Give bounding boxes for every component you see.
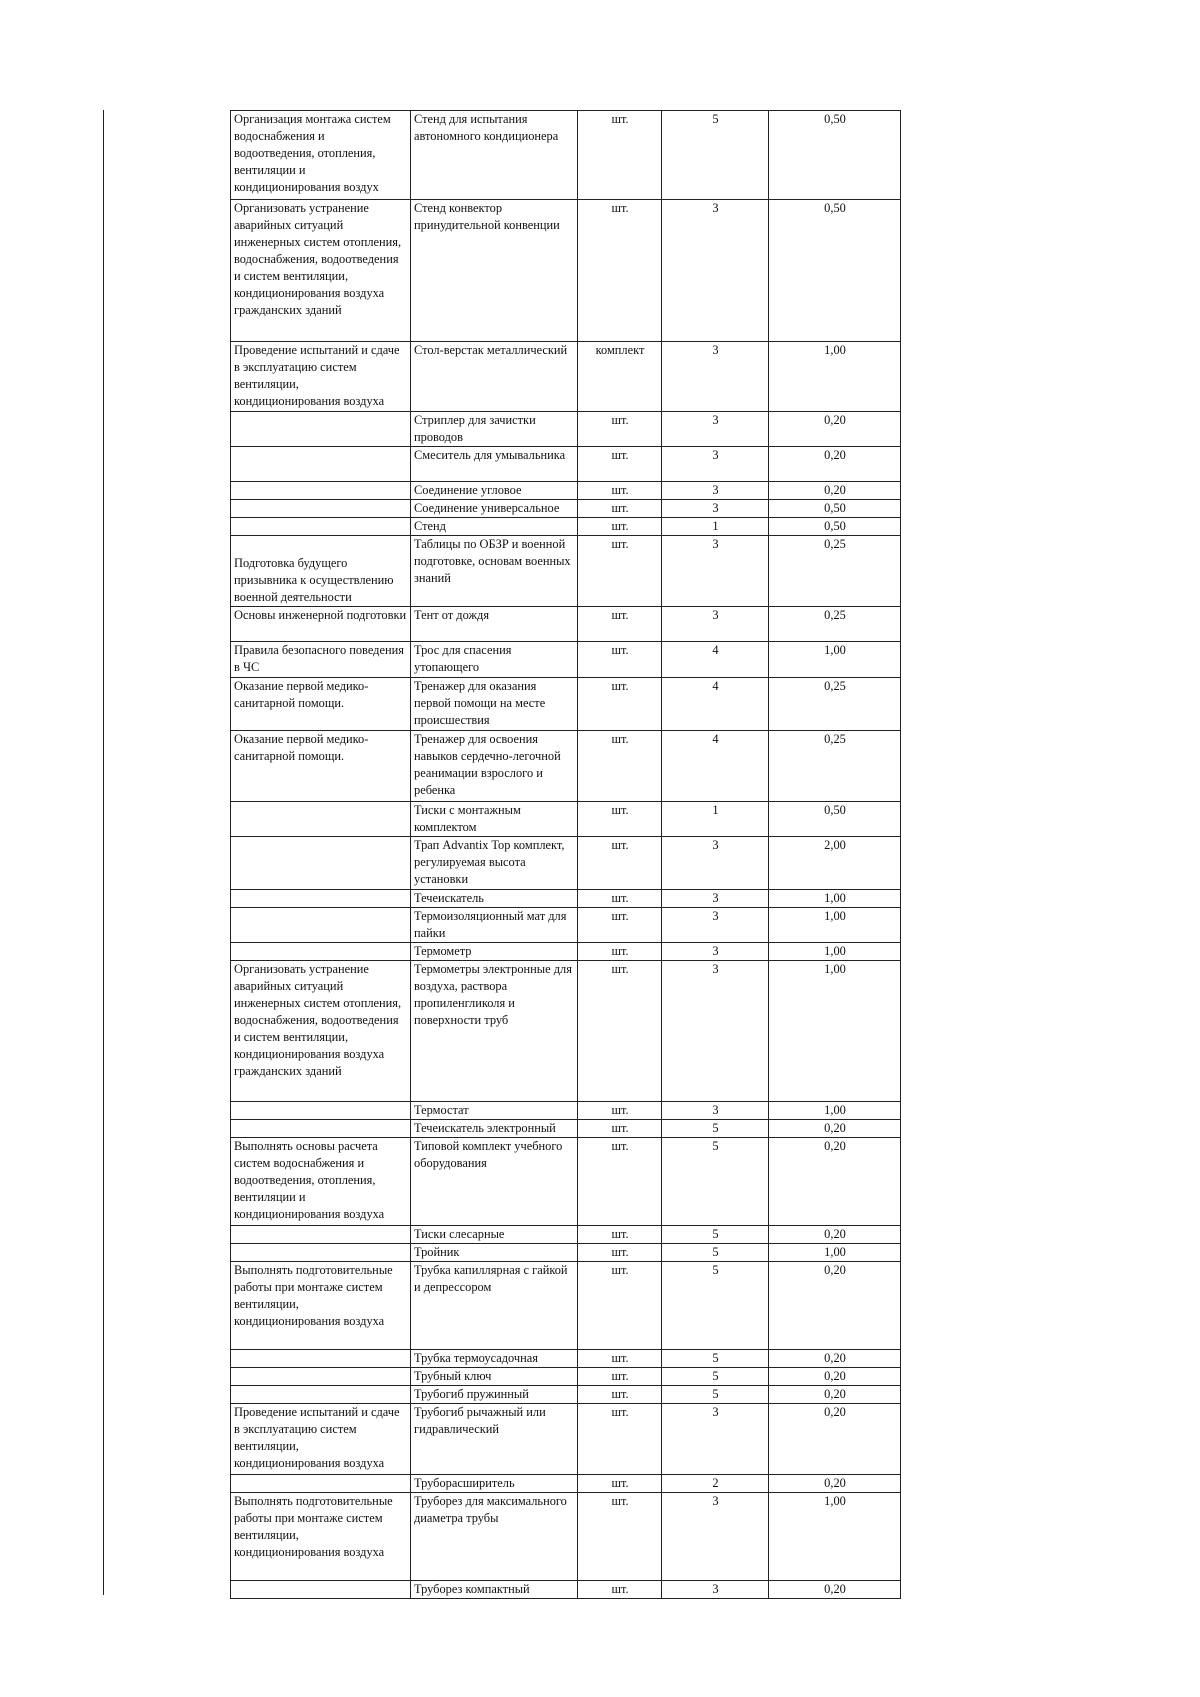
quantity-cell: 3 — [662, 482, 769, 500]
quantity-cell: 5 — [662, 1386, 769, 1404]
item-name-cell: Тройник — [411, 1244, 578, 1262]
quantity-cell: 3 — [662, 342, 769, 412]
unit-cell: шт. — [578, 961, 662, 1102]
item-name-cell: Смеситель для умывальника — [411, 447, 578, 482]
quantity-cell: 4 — [662, 731, 769, 802]
table-row — [231, 1226, 901, 1244]
unit-cell: шт. — [578, 1493, 662, 1581]
norm-cell: 0,25 — [769, 678, 901, 731]
unit-cell: шт. — [578, 536, 662, 607]
quantity-cell: 1 — [662, 802, 769, 837]
unit-cell: шт. — [578, 1368, 662, 1386]
competency-cell: Организовать устранение аварийных ситуаций инженерных систем отопления, водоснабжения, водоотведения и систем вентиляции, кондиционирования воздуха гражданских зданий — [231, 200, 411, 342]
table-row — [231, 342, 901, 412]
quantity-cell: 5 — [662, 1138, 769, 1226]
competency-cell: Организовать устранение аварийных ситуаций инженерных систем отопления, водоснабжения, водоотведения и систем вентиляции, кондиционирования воздуха гражданских зданий — [231, 961, 411, 1102]
competency-cell: Правила безопасного поведения в ЧС — [231, 642, 411, 678]
norm-cell: 0,20 — [769, 1475, 901, 1493]
item-name-cell: Тиски с монтажным комплектом — [411, 802, 578, 837]
item-name-cell: Соединение угловое — [411, 482, 578, 500]
norm-cell: 0,20 — [769, 1120, 901, 1138]
unit-cell: шт. — [578, 1262, 662, 1350]
table-row — [231, 1262, 901, 1350]
norm-cell: 0,50 — [769, 111, 901, 200]
norm-cell: 0,50 — [769, 802, 901, 837]
competency-cell — [231, 890, 411, 908]
norm-cell: 1,00 — [769, 908, 901, 943]
quantity-cell: 3 — [662, 200, 769, 342]
quantity-cell: 5 — [662, 1226, 769, 1244]
norm-cell: 0,25 — [769, 731, 901, 802]
quantity-cell: 5 — [662, 1368, 769, 1386]
table-row — [231, 731, 901, 802]
norm-cell: 0,20 — [769, 447, 901, 482]
unit-cell: шт. — [578, 642, 662, 678]
quantity-cell: 5 — [662, 1262, 769, 1350]
unit-cell: шт. — [578, 1102, 662, 1120]
competency-cell — [231, 908, 411, 943]
table-row — [231, 447, 901, 482]
quantity-cell: 5 — [662, 1120, 769, 1138]
competency-cell — [231, 412, 411, 447]
competency-cell: Основы инженерной подготовки — [231, 607, 411, 642]
quantity-cell: 3 — [662, 1493, 769, 1581]
unit-cell: шт. — [578, 1581, 662, 1599]
item-name-cell: Трос для спасения утопающего — [411, 642, 578, 678]
table-row — [231, 802, 901, 837]
norm-cell: 0,20 — [769, 1581, 901, 1599]
item-name-cell: Труборасширитель — [411, 1475, 578, 1493]
table-row — [231, 678, 901, 731]
norm-cell: 1,00 — [769, 890, 901, 908]
unit-cell: шт. — [578, 482, 662, 500]
competency-cell: Оказание первой медико-санитарной помощи. — [231, 731, 411, 802]
competency-cell — [231, 518, 411, 536]
norm-cell: 0,20 — [769, 1386, 901, 1404]
item-name-cell: Стриплер для зачистки проводов — [411, 412, 578, 447]
item-name-cell: Трап Advantix Top комплект, регулируемая высота установки — [411, 837, 578, 890]
item-name-cell: Соединение универсальное — [411, 500, 578, 518]
item-name-cell: Труборез компактный — [411, 1581, 578, 1599]
quantity-cell: 3 — [662, 536, 769, 607]
norm-cell: 1,00 — [769, 1244, 901, 1262]
competency-cell — [231, 447, 411, 482]
item-name-cell: Тент от дождя — [411, 607, 578, 642]
competency-cell: Выполнять подготовительные работы при монтаже систем вентиляции, кондиционирования воздуха — [231, 1262, 411, 1350]
quantity-cell: 4 — [662, 678, 769, 731]
table-row — [231, 536, 901, 607]
quantity-cell: 3 — [662, 890, 769, 908]
item-name-cell: Трубогиб пружинный — [411, 1386, 578, 1404]
quantity-cell: 1 — [662, 518, 769, 536]
quantity-cell: 5 — [662, 1350, 769, 1368]
item-name-cell: Трубный ключ — [411, 1368, 578, 1386]
table-row — [231, 1475, 901, 1493]
competency-cell — [231, 1102, 411, 1120]
quantity-cell: 4 — [662, 642, 769, 678]
competency-cell — [231, 837, 411, 890]
quantity-cell: 3 — [662, 447, 769, 482]
table-row — [231, 1386, 901, 1404]
competency-cell — [231, 1244, 411, 1262]
competency-cell: Подготовка будущего призывника к осуществлению военной деятельности — [231, 536, 411, 607]
table-row — [231, 1244, 901, 1262]
competency-cell: Организация монтажа систем водоснабжения и водоотведения, отопления, вентиляции и кондиционирования воздух — [231, 111, 411, 200]
item-name-cell: Термометр — [411, 943, 578, 961]
norm-cell: 0,20 — [769, 1138, 901, 1226]
item-name-cell: Трубка капиллярная с гайкой и депрессором — [411, 1262, 578, 1350]
quantity-cell: 3 — [662, 908, 769, 943]
table-row — [231, 1368, 901, 1386]
quantity-cell: 3 — [662, 607, 769, 642]
unit-cell: шт. — [578, 1138, 662, 1226]
norm-cell: 0,25 — [769, 607, 901, 642]
norm-cell: 1,00 — [769, 943, 901, 961]
item-name-cell: Стол-верстак металлический — [411, 342, 578, 412]
quantity-cell: 3 — [662, 1404, 769, 1475]
unit-cell: шт. — [578, 412, 662, 447]
table-row — [231, 1404, 901, 1475]
norm-cell: 1,00 — [769, 961, 901, 1102]
competency-cell — [231, 1475, 411, 1493]
quantity-cell: 3 — [662, 1102, 769, 1120]
quantity-cell: 5 — [662, 1244, 769, 1262]
unit-cell: шт. — [578, 1386, 662, 1404]
table-row — [231, 642, 901, 678]
table-row — [231, 1138, 901, 1226]
unit-cell: шт. — [578, 518, 662, 536]
competency-cell — [231, 500, 411, 518]
unit-cell: шт. — [578, 837, 662, 890]
competency-cell: Выполнять основы расчета систем водоснабжения и водоотведения, отопления, вентиляции и кондиционирования воздуха — [231, 1138, 411, 1226]
item-name-cell: Трубка термоусадочная — [411, 1350, 578, 1368]
quantity-cell: 3 — [662, 961, 769, 1102]
norm-cell: 0,20 — [769, 1404, 901, 1475]
item-name-cell: Термометры электронные для воздуха, раствора пропиленгликоля и поверхности труб — [411, 961, 578, 1102]
unit-cell: шт. — [578, 1244, 662, 1262]
competency-cell — [231, 1368, 411, 1386]
table-row — [231, 607, 901, 642]
item-name-cell: Труборез для максимального диаметра трубы — [411, 1493, 578, 1581]
table-row — [231, 837, 901, 890]
table-row — [231, 943, 901, 961]
table-row — [231, 1120, 901, 1138]
unit-cell: шт. — [578, 447, 662, 482]
item-name-cell: Стенд — [411, 518, 578, 536]
quantity-cell: 3 — [662, 500, 769, 518]
table-row — [231, 908, 901, 943]
item-name-cell: Стенд для испытания автономного кондиционера — [411, 111, 578, 200]
competency-cell — [231, 1120, 411, 1138]
norm-cell: 2,00 — [769, 837, 901, 890]
item-name-cell: Тренажер для оказания первой помощи на месте происшествия — [411, 678, 578, 731]
table-row — [231, 1581, 901, 1599]
table-row — [231, 111, 901, 200]
norm-cell: 0,20 — [769, 412, 901, 447]
quantity-cell: 3 — [662, 1581, 769, 1599]
table-row — [231, 1102, 901, 1120]
item-name-cell: Трубогиб рычажный или гидравлический — [411, 1404, 578, 1475]
unit-cell: шт. — [578, 890, 662, 908]
norm-cell: 1,00 — [769, 642, 901, 678]
unit-cell: шт. — [578, 1226, 662, 1244]
norm-cell: 1,00 — [769, 342, 901, 412]
competency-cell: Оказание первой медико-санитарной помощи. — [231, 678, 411, 731]
norm-cell: 0,25 — [769, 536, 901, 607]
item-name-cell: Термоизоляционный мат для пайки — [411, 908, 578, 943]
unit-cell: шт. — [578, 500, 662, 518]
equipment-table — [230, 110, 901, 1599]
table-row — [231, 482, 901, 500]
table-row — [231, 1350, 901, 1368]
unit-cell: шт. — [578, 943, 662, 961]
competency-cell: Выполнять подготовительные работы при монтаже систем вентиляции, кондиционирования воздуха — [231, 1493, 411, 1581]
competency-cell — [231, 1581, 411, 1599]
item-name-cell: Термостат — [411, 1102, 578, 1120]
norm-cell: 0,20 — [769, 482, 901, 500]
item-name-cell: Таблицы по ОБЗР и военной подготовке, основам военных знаний — [411, 536, 578, 607]
unit-cell: шт. — [578, 1404, 662, 1475]
item-name-cell: Тренажер для освоения навыков сердечно-легочной реанимации взрослого и ребенка — [411, 731, 578, 802]
norm-cell: 1,00 — [769, 1102, 901, 1120]
item-name-cell: Тиски слесарные — [411, 1226, 578, 1244]
table-row — [231, 890, 901, 908]
norm-cell: 0,20 — [769, 1262, 901, 1350]
norm-cell: 1,00 — [769, 1493, 901, 1581]
unit-cell: шт. — [578, 607, 662, 642]
table-row — [231, 200, 901, 342]
quantity-cell: 5 — [662, 111, 769, 200]
unit-cell: шт. — [578, 678, 662, 731]
competency-cell — [231, 943, 411, 961]
unit-cell: шт. — [578, 731, 662, 802]
norm-cell: 0,20 — [769, 1350, 901, 1368]
norm-cell: 0,20 — [769, 1368, 901, 1386]
left-margin-rule — [103, 110, 104, 1595]
competency-cell — [231, 482, 411, 500]
norm-cell: 0,20 — [769, 1226, 901, 1244]
quantity-cell: 2 — [662, 1475, 769, 1493]
table-row — [231, 412, 901, 447]
competency-cell — [231, 1350, 411, 1368]
norm-cell: 0,50 — [769, 500, 901, 518]
table-row — [231, 500, 901, 518]
unit-cell: шт. — [578, 1475, 662, 1493]
norm-cell: 0,50 — [769, 200, 901, 342]
quantity-cell: 3 — [662, 837, 769, 890]
unit-cell: шт. — [578, 1120, 662, 1138]
unit-cell: шт. — [578, 1350, 662, 1368]
item-name-cell: Течеискатель электронный — [411, 1120, 578, 1138]
table-row — [231, 518, 901, 536]
competency-cell — [231, 802, 411, 837]
unit-cell: шт. — [578, 908, 662, 943]
unit-cell: шт. — [578, 111, 662, 200]
competency-cell: Проведение испытаний и сдаче в эксплуатацию систем вентиляции, кондиционирования воздуха — [231, 342, 411, 412]
unit-cell: шт. — [578, 200, 662, 342]
table-row — [231, 961, 901, 1102]
table-row — [231, 1493, 901, 1581]
competency-cell — [231, 1386, 411, 1404]
quantity-cell: 3 — [662, 943, 769, 961]
quantity-cell: 3 — [662, 412, 769, 447]
unit-cell: комплект — [578, 342, 662, 412]
item-name-cell: Типовой комплект учебного оборудования — [411, 1138, 578, 1226]
item-name-cell: Стенд конвектор принудительной конвенции — [411, 200, 578, 342]
unit-cell: шт. — [578, 802, 662, 837]
competency-cell: Проведение испытаний и сдаче в эксплуатацию систем вентиляции, кондиционирования воздуха — [231, 1404, 411, 1475]
norm-cell: 0,50 — [769, 518, 901, 536]
competency-cell — [231, 1226, 411, 1244]
item-name-cell: Течеискатель — [411, 890, 578, 908]
